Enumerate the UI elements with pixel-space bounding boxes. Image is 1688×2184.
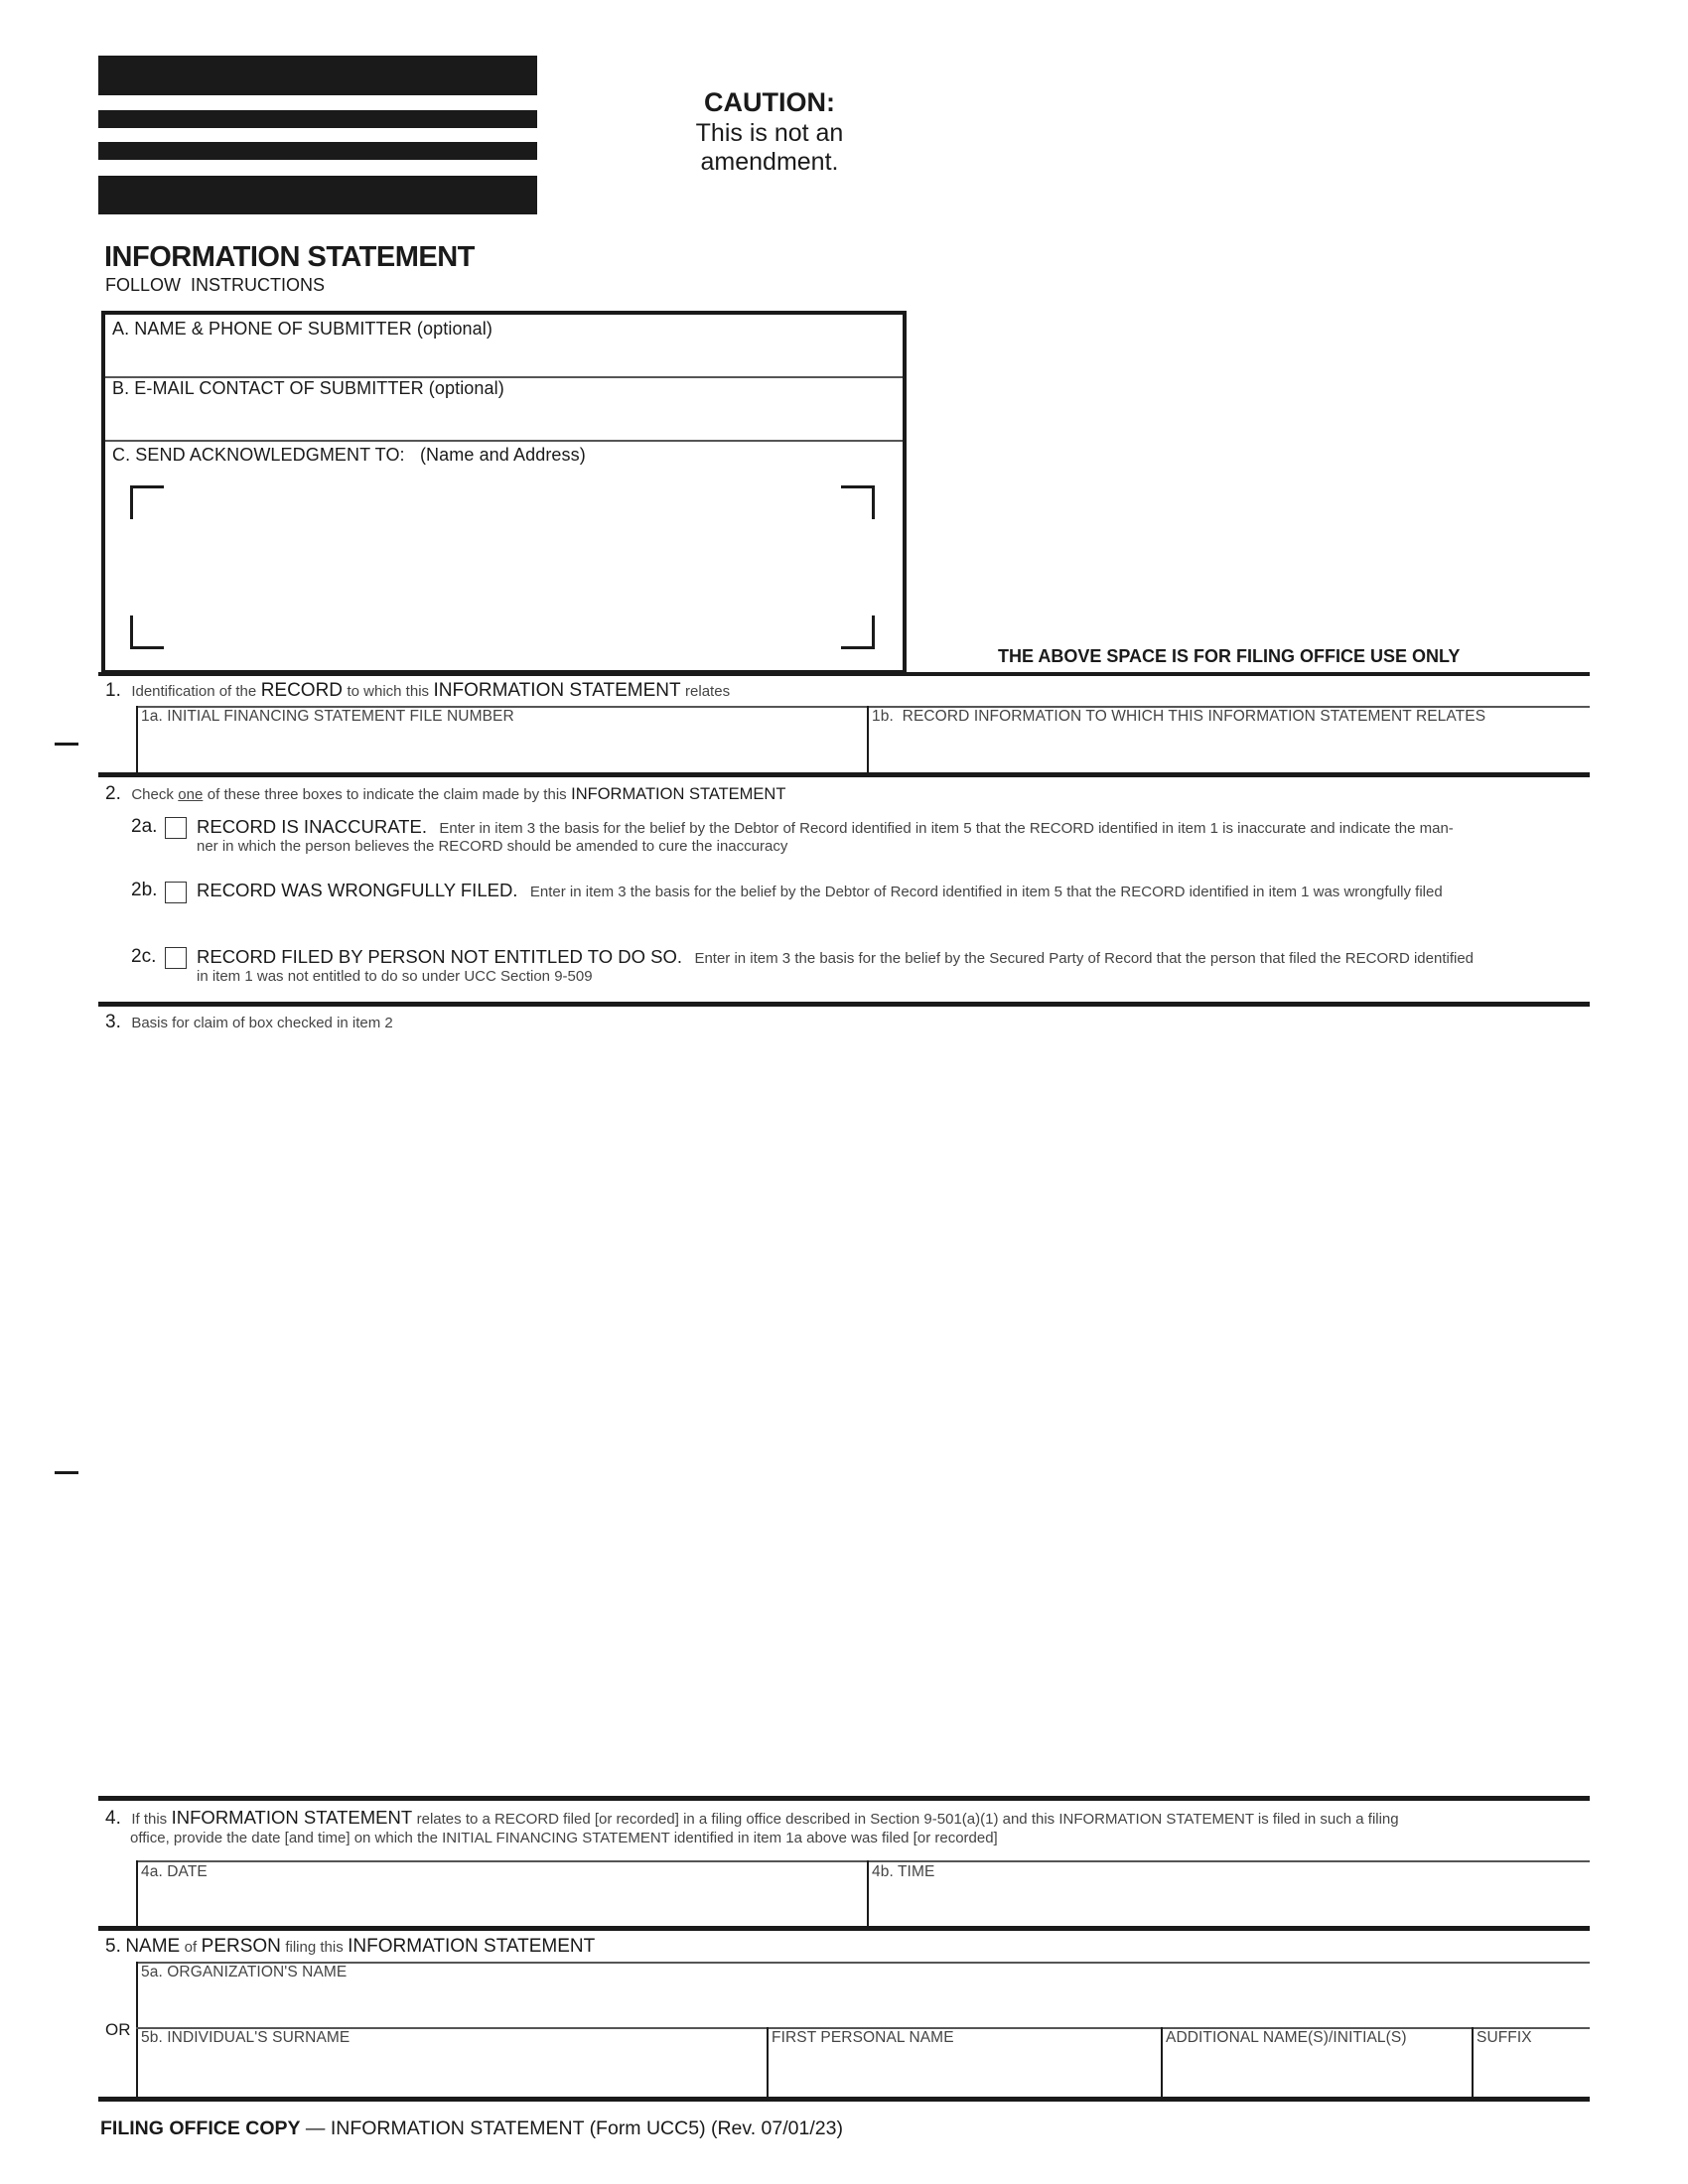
header-bar-3: [98, 142, 537, 160]
caution-line-2: amendment.: [700, 148, 839, 176]
item3-top-rule: [98, 1002, 1590, 1007]
corner-bottom-right-icon: [841, 615, 875, 649]
item1a-label: 1a. INITIAL FINANCING STATEMENT FILE NUMBER: [141, 708, 514, 725]
item4-text-line2: office, provide the date [and time] on which the INITIAL FINANCING STATEMENT identified in item 1a above was filed [or recorded]: [130, 1830, 998, 1846]
header-bar-4: [98, 176, 537, 214]
footer-bold: FILING OFFICE COPY: [100, 2117, 301, 2139]
item5-additional-name-field[interactable]: [1163, 2029, 1471, 2097]
item1b-field[interactable]: [869, 708, 1589, 771]
form-title: INFORMATION STATEMENT: [104, 241, 475, 273]
item5a-organization-field[interactable]: [138, 1964, 1589, 2025]
item2-top-rule: [98, 772, 1590, 777]
item3-heading: [105, 1012, 393, 1033]
option-2b-id: 2b.: [131, 880, 158, 900]
item3-number: 3.: [105, 1012, 121, 1032]
option-2b-title: RECORD WAS WRONGFULLY FILED.: [197, 880, 518, 900]
item1-text-record: RECORD: [260, 680, 344, 701]
item1-number: 1.: [105, 680, 121, 701]
corner-top-left-icon: [130, 485, 164, 519]
item1a-field[interactable]: [138, 708, 866, 771]
item1-top-rule: [98, 672, 1590, 676]
item3-basis-field[interactable]: [105, 1034, 1590, 1789]
option-2c-line1: [197, 946, 1474, 968]
item2-text-pre: Check: [131, 786, 174, 803]
follow-instructions: FOLLOW INSTRUCTIONS: [105, 275, 326, 295]
header-bar-1: [98, 56, 537, 95]
item4-number: 4.: [105, 1808, 121, 1829]
option-2c-checkbox[interactable]: [165, 947, 187, 969]
item1-text-info: INFORMATION STATEMENT: [433, 680, 681, 701]
item4a-date-field[interactable]: [138, 1862, 866, 1924]
caution-block: [635, 87, 904, 177]
item1-text-post: relates: [685, 683, 731, 700]
option-2a-desc2: ner in which the person believes the RECORD should be amended to cure the inaccuracy: [197, 838, 788, 855]
item2-text-info: INFORMATION STATEMENT: [571, 785, 786, 803]
item4-heading: [105, 1807, 1399, 1830]
item4-text-info: INFORMATION STATEMENT: [171, 1807, 413, 1828]
option-2b-desc1: Enter in item 3 the basis for the belief by the Debtor of Record identified in item 5 that the RECORD identified in item 1 was wrongfully filed: [529, 884, 1443, 900]
footer: [100, 2117, 843, 2140]
item5-name: NAME: [125, 1936, 181, 1957]
option-2c-desc1: Enter in item 3 the basis for the belief by the Secured Party of Record that the person that filed the RECORD identified: [694, 950, 1475, 967]
item4b-time-field[interactable]: [869, 1862, 1589, 1924]
item5-person: PERSON: [201, 1936, 281, 1957]
item5-first-name-field[interactable]: [769, 2029, 1160, 2097]
option-2a-title: RECORD IS INACCURATE.: [197, 816, 427, 837]
option-2c-id: 2c.: [131, 946, 157, 967]
submitter-b-label: B. E-MAIL CONTACT OF SUBMITTER (optional): [112, 378, 504, 398]
option-2b-checkbox[interactable]: [165, 882, 187, 903]
item4b-label: 4b. TIME: [872, 1863, 935, 1880]
item5-first-name-label: FIRST PERSONAL NAME: [772, 2029, 954, 2046]
option-2b-line1: [197, 880, 1443, 901]
item5b-label: 5b. INDIVIDUAL'S SURNAME: [141, 2029, 351, 2046]
item4-text-line1: relates to a RECORD filed [or recorded] in a filing office described in Section 9-501(a)(1) and this INFORMATION STATEMENT is filed in such a filing: [416, 1811, 1399, 1828]
item1-text-mid: to which this: [347, 683, 430, 700]
submitter-a-field[interactable]: [105, 315, 903, 376]
option-2c-title: RECORD FILED BY PERSON NOT ENTITLED TO DO SO.: [197, 946, 682, 967]
item2-heading: [105, 783, 785, 805]
option-2c-desc2: in item 1 was not entitled to do so under UCC Section 9-509: [197, 968, 593, 985]
item4a-label: 4a. DATE: [141, 1863, 208, 1880]
item1-heading: [105, 680, 730, 702]
caution-title: CAUTION:: [704, 87, 835, 117]
item5-or-label: OR: [105, 2020, 131, 2039]
item5-bottom-rule: [98, 2097, 1590, 2102]
item5-filing-this: filing this: [285, 1939, 344, 1956]
item1-text-pre: Identification of the: [131, 683, 257, 700]
item5-heading: [105, 1936, 595, 1958]
item5-of: of: [184, 1939, 198, 1956]
item2-text-one: one: [178, 786, 204, 803]
item5-number: 5.: [105, 1936, 121, 1957]
filing-office-note: THE ABOVE SPACE IS FOR FILING OFFICE USE ONLY: [998, 646, 1461, 666]
caution-line-1: This is not an: [695, 119, 844, 147]
item5-suffix-field[interactable]: [1474, 2029, 1589, 2097]
item3-text: Basis for claim of box checked in item 2: [131, 1015, 393, 1031]
footer-rest: — INFORMATION STATEMENT (Form UCC5) (Rev. 07/01/23): [300, 2117, 843, 2139]
item1b-label: 1b. RECORD INFORMATION TO WHICH THIS INFORMATION STATEMENT RELATES: [872, 708, 1486, 725]
item5-suffix-label: SUFFIX: [1477, 2029, 1532, 2046]
item5b-surname-field[interactable]: [138, 2029, 766, 2097]
item5-info: INFORMATION STATEMENT: [348, 1936, 596, 1957]
submitter-b-field[interactable]: [105, 378, 903, 440]
item2-text-mid: of these three boxes to indicate the claim made by this: [207, 786, 567, 803]
option-2a-line1: [197, 816, 1454, 838]
submitter-c-label: C. SEND ACKNOWLEDGMENT TO: (Name and Address): [112, 445, 586, 465]
item5a-label: 5a. ORGANIZATION'S NAME: [141, 1964, 348, 1980]
margin-mark-1: [55, 743, 78, 746]
item4-top-rule: [98, 1796, 1590, 1801]
item2-number: 2.: [105, 783, 121, 804]
corner-top-right-icon: [841, 485, 875, 519]
item4-text-pre: If this: [131, 1811, 168, 1828]
option-2a-desc1: Enter in item 3 the basis for the belief by the Debtor of Record identified in item 5 that the RECORD identified in item 1 is inaccurate and indicate the man-: [439, 820, 1454, 837]
option-2a-id: 2a.: [131, 816, 158, 837]
corner-bottom-left-icon: [130, 615, 164, 649]
option-2a-checkbox[interactable]: [165, 817, 187, 839]
margin-mark-2: [55, 1471, 78, 1474]
item5-top-rule: [98, 1926, 1590, 1931]
submitter-c-field[interactable]: [105, 442, 903, 670]
item5-additional-label: ADDITIONAL NAME(S)/INITIAL(S): [1166, 2029, 1407, 2046]
submitter-a-label: A. NAME & PHONE OF SUBMITTER (optional): [112, 319, 492, 339]
header-bar-2: [98, 110, 537, 128]
